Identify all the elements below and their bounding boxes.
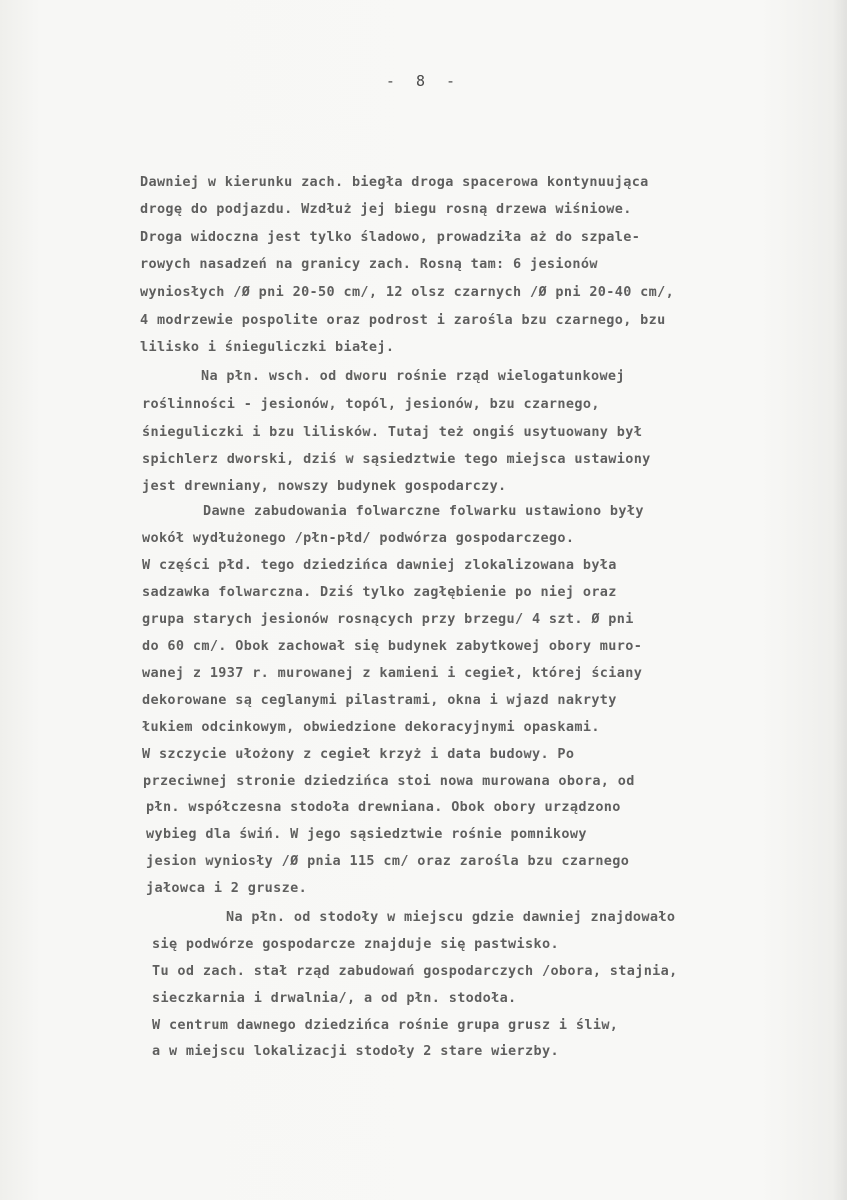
text-line: się podwórze gospodarcze znajduje się pastwisko.: [152, 936, 559, 952]
text-line: Dawne zabudowania folwarczne folwarku ustawiono były: [203, 503, 644, 519]
text-line: wybieg dla świń. W jego sąsiedztwie rośnie pomnikowy: [146, 826, 587, 842]
text-line: spichlerz dworski, dziś w sąsiedztwie tego miejsca ustawiony: [142, 451, 651, 467]
text-line: do 60 cm/. Obok zachował się budynek zabytkowej obory muro-: [142, 638, 643, 654]
text-line: Dawniej w kierunku zach. biegła droga spacerowa kontynuująca: [140, 174, 649, 190]
text-line: śnieguliczki i bzu lilisków. Tutaj też ongiś usytuowany był: [142, 424, 643, 440]
text-line: lilisko i śnieguliczki białej.: [140, 339, 395, 355]
text-line: wyniosłych /Ø pni 20-50 cm/, 12 olsz czarnych /Ø pni 20-40 cm/,: [140, 284, 675, 300]
text-line: jest drewniany, nowszy budynek gospodarczy.: [142, 478, 507, 494]
text-line: W części płd. tego dziedzińca dawniej zlokalizowana była: [142, 557, 617, 573]
text-line: przeciwnej stronie dziedzińca stoi nowa murowana obora, od: [143, 773, 635, 789]
text-line: sadzawka folwarczna. Dziś tylko zagłębienie po niej oraz: [142, 584, 617, 600]
text-line: roślinności - jesionów, topól, jesionów, bzu czarnego,: [142, 396, 600, 412]
text-line: drogę do podjazdu. Wzdłuż jej biegu rosną drzewa wiśniowe.: [140, 201, 632, 217]
text-line: 4 modrzewie pospolite oraz podrost i zarośla bzu czarnego, bzu: [140, 312, 666, 328]
text-line: jałowca i 2 grusze.: [146, 880, 308, 896]
text-line: W szczycie ułożony z cegieł krzyż i data budowy. Po: [142, 746, 575, 762]
text-line: a w miejscu lokalizacji stodoły 2 stare wierzby.: [152, 1043, 559, 1059]
text-line: dekorowane są ceglanymi pilastrami, okna i wjazd nakryty: [142, 692, 617, 708]
text-line: grupa starych jesionów rosnących przy brzegu/ 4 szt. Ø pni: [142, 611, 634, 627]
text-line: rowych nasadzeń na granicy zach. Rosną tam: 6 jesionów: [140, 256, 598, 272]
text-line: Na płn. wsch. od dworu rośnie rząd wielogatunkowej: [201, 368, 625, 384]
page-number: - 8 -: [385, 72, 462, 90]
text-line: jesion wyniosły /Ø pnia 115 cm/ oraz zarośla bzu czarnego: [146, 853, 630, 869]
text-line: Tu od zach. stał rząd zabudowań gospodarczych /obora, stajnia,: [152, 963, 678, 979]
text-line: sieczkarnia i drwalnia/, a od płn. stodoła.: [152, 990, 517, 1006]
text-line: W centrum dawnego dziedzińca rośnie grupa grusz i śliw,: [152, 1017, 619, 1033]
text-line: Droga widoczna jest tylko śladowo, prowadziła aż do szpale-: [140, 229, 641, 245]
text-line: płn. współczesna stodoła drewniana. Obok obory urządzono: [146, 799, 621, 815]
text-line: wanej z 1937 r. murowanej z kamieni i cegieł, której ściany: [142, 665, 643, 681]
page-edge-shadow: [833, 0, 847, 1200]
text-line: Na płn. od stodoły w miejscu gdzie dawniej znajdowało: [226, 909, 676, 925]
text-line: wokół wydłużonego /płn-płd/ podwórza gospodarczego.: [142, 530, 575, 546]
text-line: łukiem odcinkowym, obwiedzione dekoracyjnymi opaskami.: [142, 719, 600, 735]
